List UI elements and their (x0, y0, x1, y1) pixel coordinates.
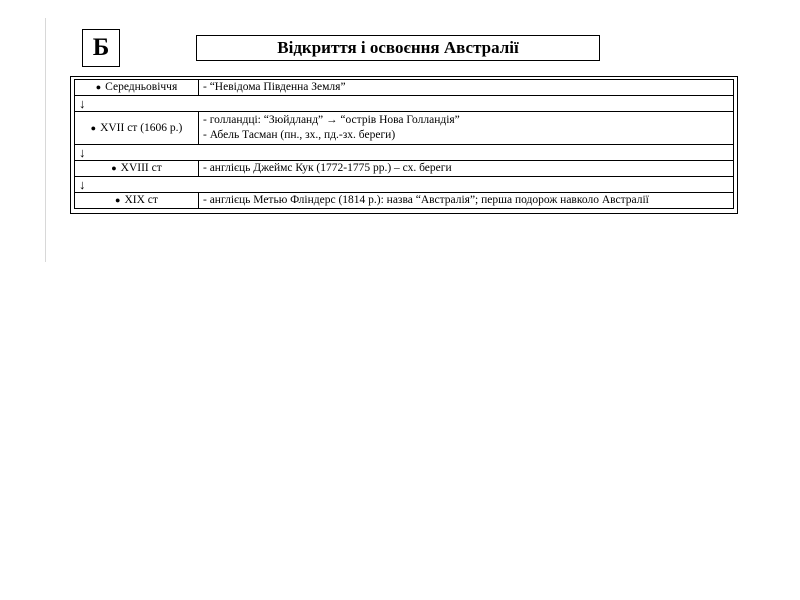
arrow-row (75, 96, 734, 112)
period-cell (75, 80, 199, 96)
event-line: - “Невідома Південна Земля” (203, 81, 346, 93)
period-label: XIX ст (124, 194, 158, 206)
table-row (75, 161, 734, 177)
history-table-frame (70, 76, 738, 214)
bullet-icon: ● (111, 163, 117, 173)
section-letter: Б (92, 34, 110, 61)
page-margin-line (45, 18, 46, 262)
table-row (75, 193, 734, 209)
period-label: XVII ст (1606 р.) (100, 121, 183, 134)
table-row (75, 112, 734, 145)
event-cell (199, 161, 734, 177)
event-line: - англієць Джеймс Кук (1772-1775 рр.) – сх. береги (203, 162, 452, 174)
table-row (75, 80, 734, 96)
page-title: Відкриття і освоєння Австралії (277, 38, 519, 57)
bullet-icon: ● (115, 195, 121, 205)
period-label: XVIII ст (120, 162, 162, 174)
event-line: - англієць Метью Фліндерс (1814 р.): назва “Австралія”; перша подорож навколо Австралії (203, 194, 649, 206)
period-label: Середньовіччя (105, 81, 178, 93)
event-cell (199, 80, 734, 96)
down-arrow-icon: ↓ (75, 96, 734, 112)
event-line: - Абель Тасман (пн., зх., пд.-зх. береги) (203, 129, 396, 141)
bullet-icon: ● (90, 122, 97, 133)
section-letter-box (82, 29, 120, 67)
event-cell (199, 193, 734, 209)
period-cell (75, 112, 199, 145)
arrow-row (75, 177, 734, 193)
event-cell (199, 112, 734, 145)
page-title-box (196, 35, 600, 61)
event-line: - голландці: “Зюйдланд” → “острів Нова Голландія” (203, 114, 460, 126)
period-cell (75, 161, 199, 177)
bullet-icon: ● (95, 82, 102, 92)
down-arrow-icon: ↓ (75, 145, 734, 161)
history-table (74, 79, 734, 209)
period-cell (75, 193, 199, 209)
down-arrow-icon: ↓ (75, 177, 734, 193)
arrow-row (75, 145, 734, 161)
